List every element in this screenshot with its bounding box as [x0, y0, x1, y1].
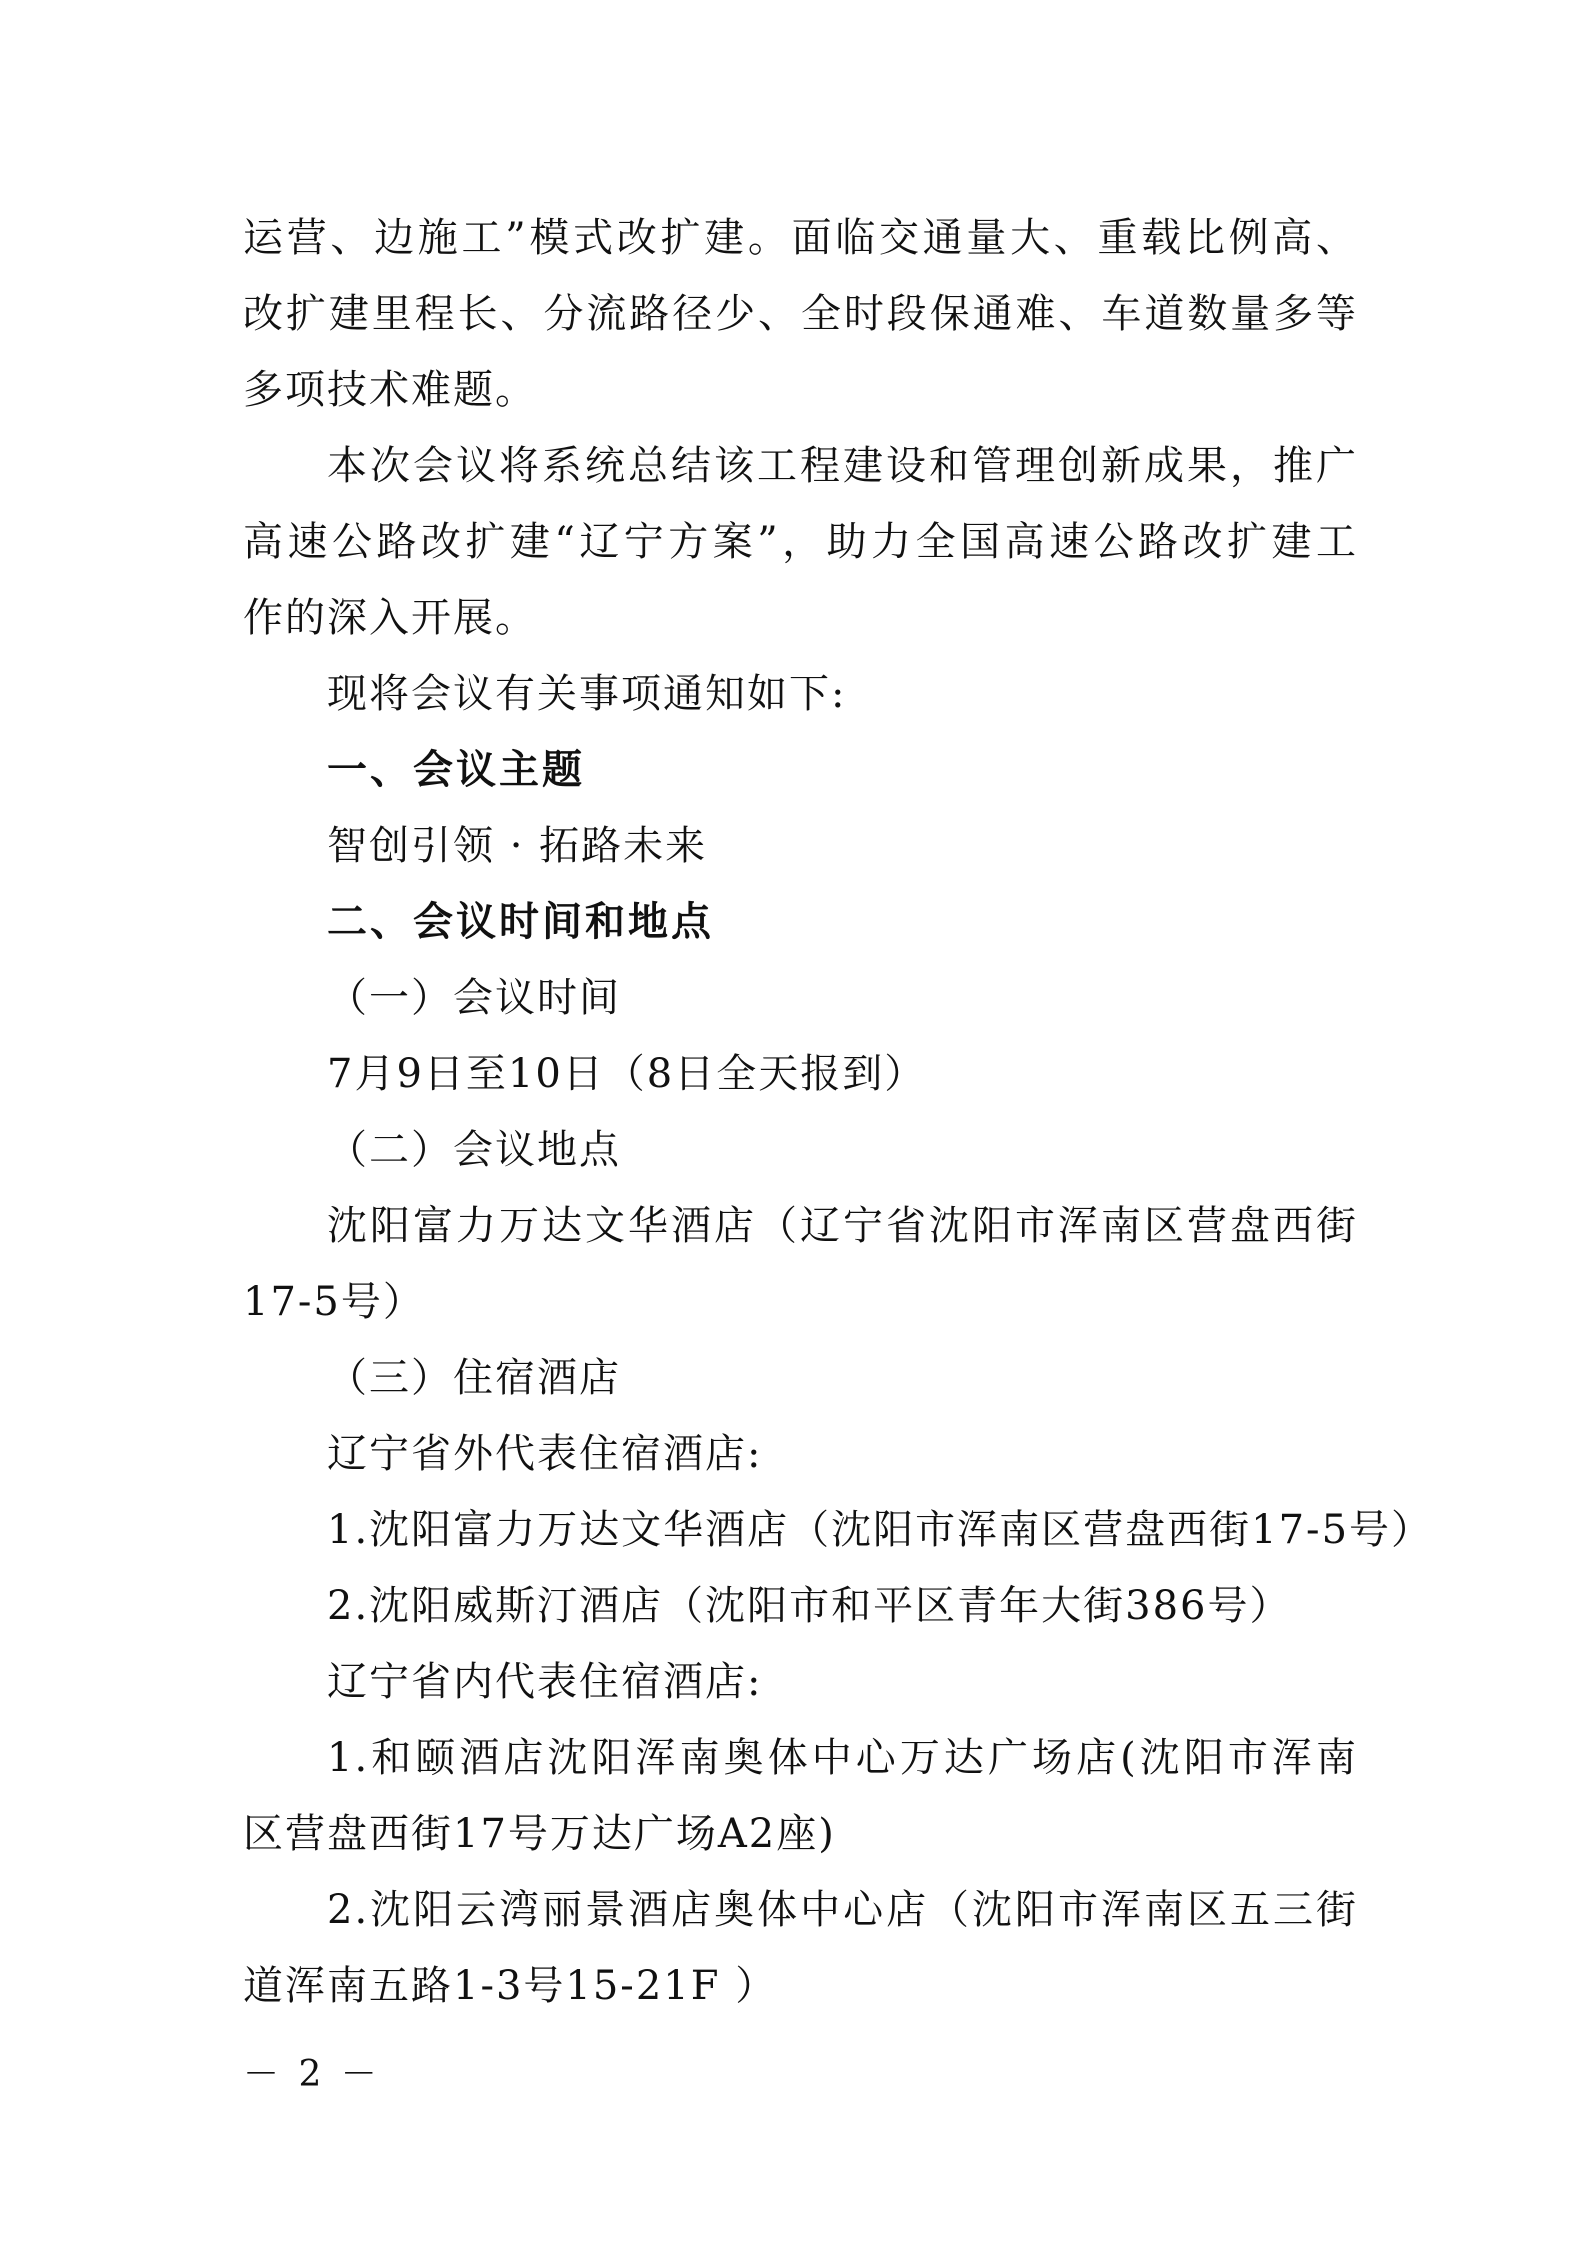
list-item: 2.沈阳威斯汀酒店（沈阳市和平区青年大街386号）	[327, 1583, 1292, 1629]
list-item: 2.沈阳云湾丽景酒店奥体中心店（沈阳市浑南区五三街	[327, 1887, 1358, 1933]
subsection-heading: （三）住宿酒店	[327, 1355, 621, 1401]
paragraph-line: 现将会议有关事项通知如下:	[327, 671, 847, 717]
paragraph-line: 智创引领 · 拓路未来	[327, 823, 708, 869]
paragraph-line: 多项技术难题。	[243, 367, 537, 413]
paragraph-line: 7月9日至10日（8日全天报到）	[327, 1051, 927, 1097]
subsection-heading: （二）会议地点	[327, 1127, 621, 1173]
paragraph-line: 作的深入开展。	[243, 595, 537, 641]
page-number: － 2 －	[243, 2054, 381, 2095]
section-heading: 一、会议主题	[327, 747, 585, 793]
paragraph-line: 改扩建里程长、分流路径少、全时段保通难、车道数量多等	[243, 291, 1358, 337]
paragraph-line: 本次会议将系统总结该工程建设和管理创新成果，推广	[327, 443, 1358, 489]
paragraph-line: 沈阳富力万达文华酒店（辽宁省沈阳市浑南区营盘西街	[327, 1203, 1358, 1249]
paragraph-line: 高速公路改扩建“辽宁方案”，助力全国高速公路改扩建工	[243, 519, 1358, 565]
section-heading: 二、会议时间和地点	[327, 899, 714, 945]
list-item-continuation: 区营盘西街17号万达广场A2座)	[243, 1811, 836, 1857]
list-item-continuation: 道浑南五路1-3号15-21F ）	[243, 1963, 778, 2009]
body-text	[243, 200, 1434, 2024]
paragraph-line: 辽宁省内代表住宿酒店:	[327, 1659, 763, 1705]
list-item: 1.沈阳富力万达文华酒店（沈阳市浑南区营盘西街17-5号）	[327, 1507, 1434, 1553]
paragraph-line: 17-5号）	[243, 1279, 425, 1325]
subsection-heading: （一）会议时间	[327, 975, 621, 1021]
list-item: 1.和颐酒店沈阳浑南奥体中心万达广场店(沈阳市浑南	[327, 1735, 1358, 1781]
paragraph-line: 辽宁省外代表住宿酒店:	[327, 1431, 763, 1477]
paragraph-line: 运营、边施工”模式改扩建。面临交通量大、重载比例高、	[243, 215, 1358, 261]
